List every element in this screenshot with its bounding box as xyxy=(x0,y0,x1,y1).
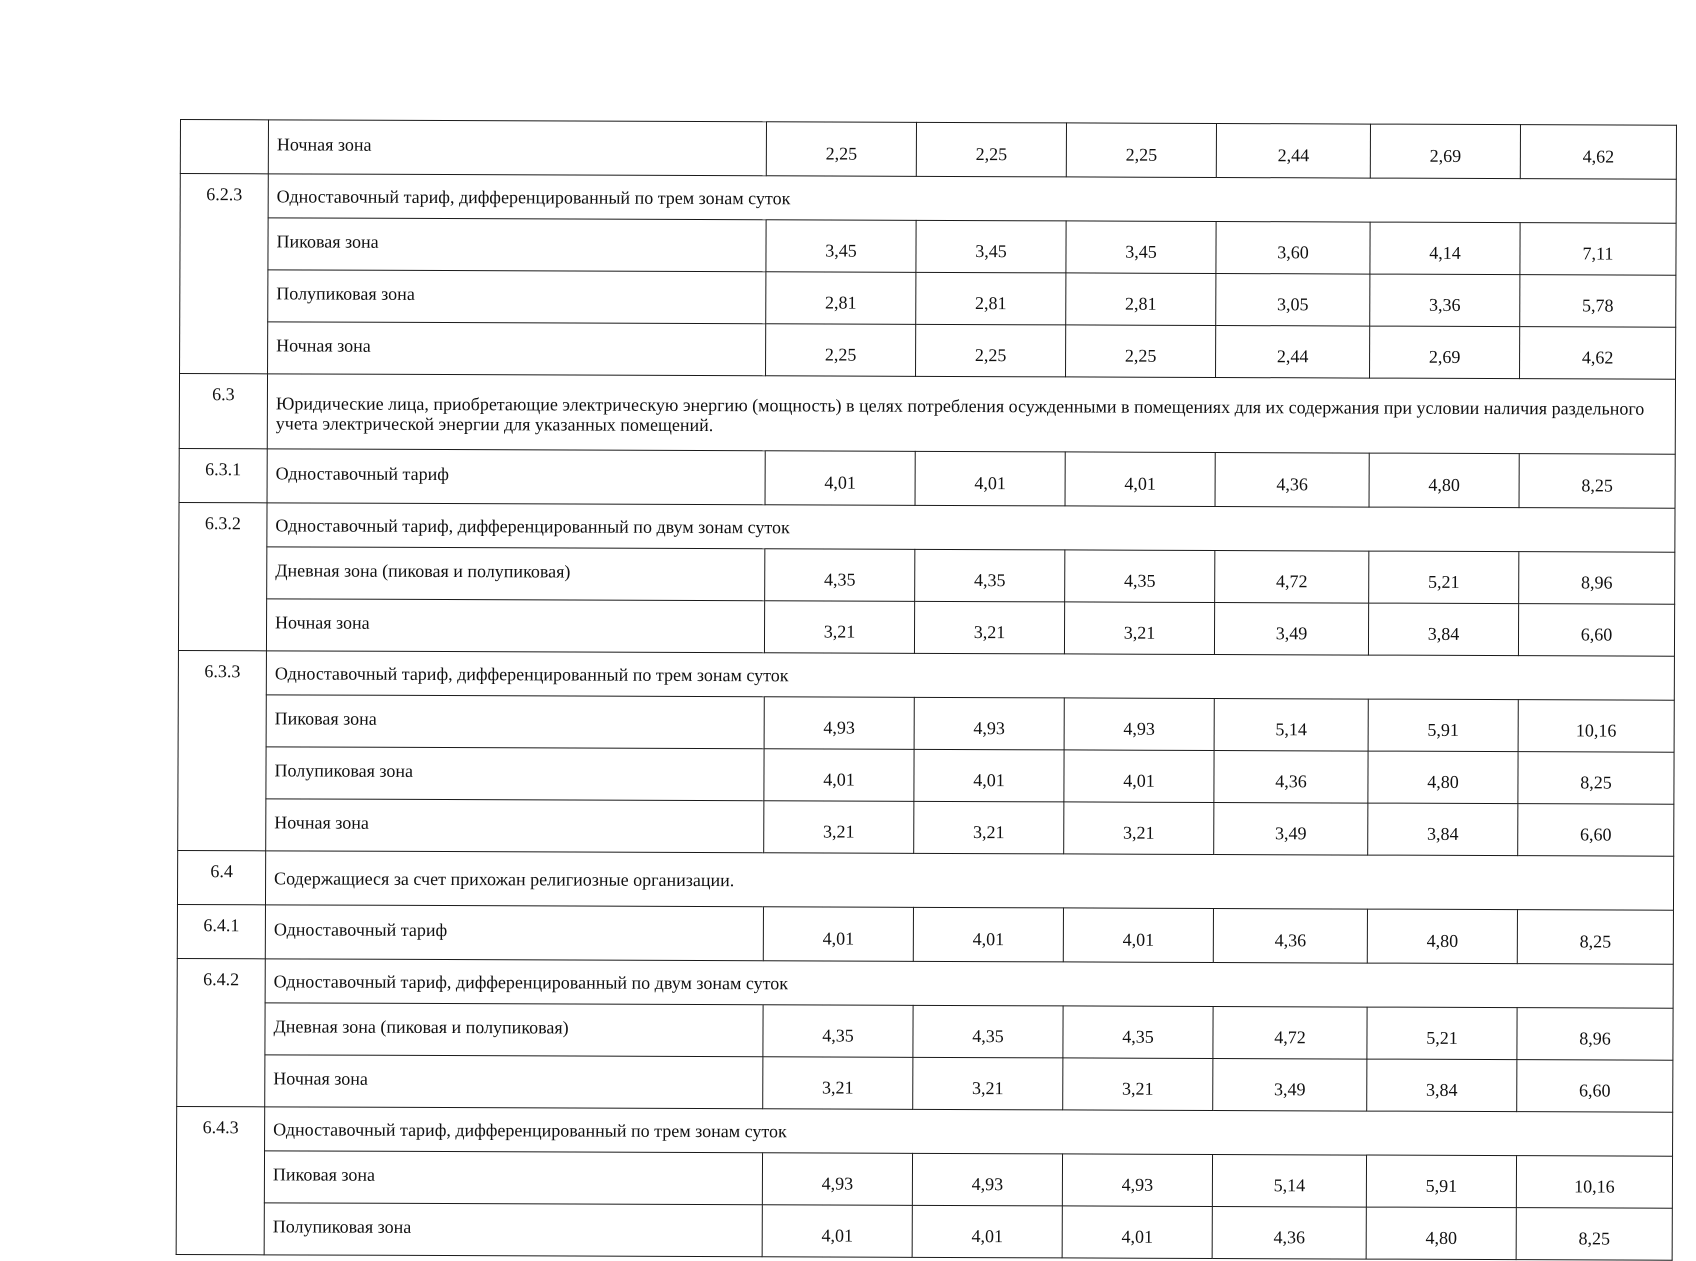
table-row xyxy=(176,1202,1672,1260)
row-label: Ночная зона xyxy=(268,322,766,376)
tariff-value: 3,21 xyxy=(764,801,914,854)
row-heading: Юридические лица, приобретающие электрическую энергию (мощность) в целях потребления осужденными в помещениях для их содержания при условии наличия раздельного учета электрической энергии для указанных помещений. xyxy=(267,374,1675,454)
table-row-header xyxy=(177,958,1673,1008)
tariff-value: 4,80 xyxy=(1369,453,1519,508)
table-row-header xyxy=(180,174,1676,224)
tariff-value: 3,05 xyxy=(1216,273,1370,326)
tariff-value: 5,91 xyxy=(1368,699,1518,752)
row-number: 6.3.3 xyxy=(178,650,267,850)
row-label: Пиковая зона xyxy=(264,1151,762,1205)
table-row xyxy=(180,218,1676,276)
tariff-value: 4,93 xyxy=(762,1153,912,1206)
tariff-value: 2,25 xyxy=(916,122,1066,177)
tariff-value: 4,01 xyxy=(1062,1206,1212,1259)
table-row xyxy=(177,1002,1673,1060)
row-label: Ночная зона xyxy=(266,599,764,653)
table-row xyxy=(178,798,1674,856)
tariff-value: 4,14 xyxy=(1370,222,1520,275)
tariff-value: 4,36 xyxy=(1214,750,1368,803)
tariff-value: 3,49 xyxy=(1213,1058,1367,1111)
tariff-value: 4,80 xyxy=(1366,1207,1516,1260)
tariff-value: 4,01 xyxy=(912,1205,1062,1258)
tariff-value: 3,84 xyxy=(1368,603,1518,656)
tariff-value: 2,44 xyxy=(1216,325,1370,378)
tariff-value: 4,72 xyxy=(1215,550,1369,603)
tariff-value: 4,35 xyxy=(765,549,915,602)
tariff-value: 3,49 xyxy=(1214,802,1368,855)
tariff-value: 3,36 xyxy=(1370,274,1520,327)
row-number: 6.4 xyxy=(177,850,265,904)
tariff-value: 4,93 xyxy=(912,1153,1062,1206)
table-row xyxy=(178,694,1674,752)
tariff-value: 4,36 xyxy=(1213,908,1367,963)
tariff-value: 8,25 xyxy=(1519,454,1675,509)
table-row xyxy=(180,270,1676,328)
table-row xyxy=(177,904,1673,964)
tariff-value: 3,21 xyxy=(913,1057,1063,1110)
row-label: Пиковая зона xyxy=(268,218,766,272)
tariff-value: 2,25 xyxy=(766,324,916,377)
row-number: 6.4.1 xyxy=(177,904,265,958)
tariff-value: 3,21 xyxy=(1064,602,1214,655)
tariff-value: 4,36 xyxy=(1212,1206,1366,1259)
tariff-value: 2,25 xyxy=(916,324,1066,377)
tariff-value: 4,93 xyxy=(1064,698,1214,751)
tariff-value: 2,25 xyxy=(1066,325,1216,378)
tariff-value: 3,21 xyxy=(1063,1058,1213,1111)
tariff-value: 6,60 xyxy=(1518,604,1674,657)
row-number xyxy=(180,120,268,174)
row-heading: Одноставочный тариф, дифференцированный по трем зонам суток xyxy=(268,174,1676,223)
table-row xyxy=(179,448,1675,508)
tariff-value: 7,11 xyxy=(1520,223,1676,276)
tariff-value: 2,81 xyxy=(766,272,916,325)
tariff-value: 4,01 xyxy=(914,749,1064,802)
row-heading: Одноставочный тариф, дифференцированный по двум зонам суток xyxy=(265,959,1673,1008)
tariff-value: 6,60 xyxy=(1517,1060,1673,1113)
row-label: Одноставочный тариф xyxy=(265,905,763,961)
tariff-value: 4,01 xyxy=(1063,908,1213,963)
tariff-value: 10,16 xyxy=(1518,700,1674,753)
tariff-value: 2,25 xyxy=(1066,123,1216,178)
table-row xyxy=(179,546,1675,604)
tariff-value: 4,35 xyxy=(763,1005,913,1058)
row-number: 6.4.3 xyxy=(176,1106,265,1254)
tariff-value: 4,93 xyxy=(1062,1154,1212,1207)
table-row xyxy=(177,1054,1673,1112)
row-label: Полупиковая зона xyxy=(268,270,766,324)
row-heading: Одноставочный тариф, дифференцированный по двум зонам суток xyxy=(267,503,1675,552)
row-label: Одноставочный тариф xyxy=(267,449,765,505)
tariff-value: 3,45 xyxy=(1066,221,1216,274)
row-label: Ночная зона xyxy=(268,120,766,176)
tariff-value: 5,21 xyxy=(1367,1007,1517,1060)
tariff-value: 5,78 xyxy=(1520,275,1676,328)
tariff-value: 10,16 xyxy=(1516,1156,1672,1209)
tariff-value: 4,35 xyxy=(1063,1006,1213,1059)
tariff-value: 4,93 xyxy=(764,697,914,750)
tariff-value: 3,45 xyxy=(766,220,916,273)
tariff-value: 4,01 xyxy=(1064,750,1214,803)
row-heading: Одноставочный тариф, дифференцированный по трем зонам суток xyxy=(266,651,1674,700)
row-label: Ночная зона xyxy=(266,799,764,853)
row-heading: Одноставочный тариф, дифференцированный по трем зонам суток xyxy=(265,1107,1673,1156)
row-label: Полупиковая зона xyxy=(266,747,764,801)
tariff-value: 4,35 xyxy=(1065,550,1215,603)
tariff-value: 4,01 xyxy=(1065,452,1215,507)
tariff-value: 3,21 xyxy=(763,1057,913,1110)
tariff-value: 2,44 xyxy=(1216,123,1370,178)
tariff-value: 3,21 xyxy=(764,601,914,654)
tariff-value: 5,21 xyxy=(1369,551,1519,604)
row-label: Полупиковая зона xyxy=(264,1203,762,1257)
tariff-value: 5,91 xyxy=(1366,1155,1516,1208)
tariff-value: 3,60 xyxy=(1216,221,1370,274)
tariff-value: 8,25 xyxy=(1516,1208,1672,1261)
tariff-value: 2,69 xyxy=(1370,124,1520,179)
table-row xyxy=(178,746,1674,804)
row-number: 6.3.1 xyxy=(179,448,267,502)
table-row xyxy=(178,598,1674,656)
tariff-value: 8,25 xyxy=(1518,752,1674,805)
tariff-value: 4,01 xyxy=(915,451,1065,506)
table-row-header xyxy=(177,850,1673,910)
tariff-table xyxy=(176,119,1677,1261)
tariff-value: 3,21 xyxy=(1064,802,1214,855)
tariff-value: 4,01 xyxy=(765,451,915,506)
tariff-table-body xyxy=(176,120,1676,1261)
row-number: 6.4.2 xyxy=(177,958,266,1106)
tariff-value: 4,35 xyxy=(915,549,1065,602)
tariff-value: 3,21 xyxy=(914,601,1064,654)
row-heading: Содержащиеся за счет прихожан религиозные организации. xyxy=(265,851,1673,910)
table-row xyxy=(180,120,1676,180)
row-label: Пиковая зона xyxy=(266,695,764,749)
tariff-value: 4,36 xyxy=(1215,452,1369,507)
tariff-value: 3,49 xyxy=(1214,602,1368,655)
tariff-value: 4,01 xyxy=(763,907,913,962)
tariff-value: 3,84 xyxy=(1367,1059,1517,1112)
row-label: Ночная зона xyxy=(265,1055,763,1109)
tariff-value: 4,72 xyxy=(1213,1006,1367,1059)
tariff-value: 6,60 xyxy=(1518,804,1674,857)
tariff-value: 4,80 xyxy=(1368,751,1518,804)
tariff-value: 4,01 xyxy=(762,1205,912,1258)
tariff-value: 5,14 xyxy=(1214,698,1368,751)
row-number: 6.3 xyxy=(179,374,267,449)
tariff-value: 2,25 xyxy=(766,122,916,177)
tariff-value: 8,96 xyxy=(1519,552,1675,605)
tariff-value: 3,45 xyxy=(916,220,1066,273)
tariff-value: 4,80 xyxy=(1367,909,1517,964)
table-row-header xyxy=(179,502,1675,552)
tariff-value: 4,62 xyxy=(1520,327,1676,380)
tariff-value: 2,81 xyxy=(916,272,1066,325)
tariff-value: 4,35 xyxy=(913,1005,1063,1058)
table-row-header xyxy=(178,650,1674,700)
tariff-value: 2,69 xyxy=(1370,326,1520,379)
tariff-value: 4,93 xyxy=(914,697,1064,750)
row-label: Дневная зона (пиковая и полупиковая) xyxy=(265,1003,763,1057)
tariff-value: 8,25 xyxy=(1517,910,1673,965)
tariff-value: 2,81 xyxy=(1066,273,1216,326)
row-label: Дневная зона (пиковая и полупиковая) xyxy=(267,547,765,601)
table-row-header xyxy=(179,374,1675,455)
table-row-header xyxy=(177,1106,1673,1156)
row-number: 6.3.2 xyxy=(178,502,267,650)
table-row xyxy=(180,322,1676,380)
tariff-value: 4,62 xyxy=(1520,125,1676,180)
tariff-value: 4,01 xyxy=(764,749,914,802)
tariff-value: 8,96 xyxy=(1517,1008,1673,1061)
row-number: 6.2.3 xyxy=(180,174,269,374)
tariff-value: 3,21 xyxy=(914,801,1064,854)
tariff-value: 3,84 xyxy=(1368,803,1518,856)
tariff-value: 4,01 xyxy=(913,907,1063,962)
tariff-value: 5,14 xyxy=(1212,1154,1366,1207)
